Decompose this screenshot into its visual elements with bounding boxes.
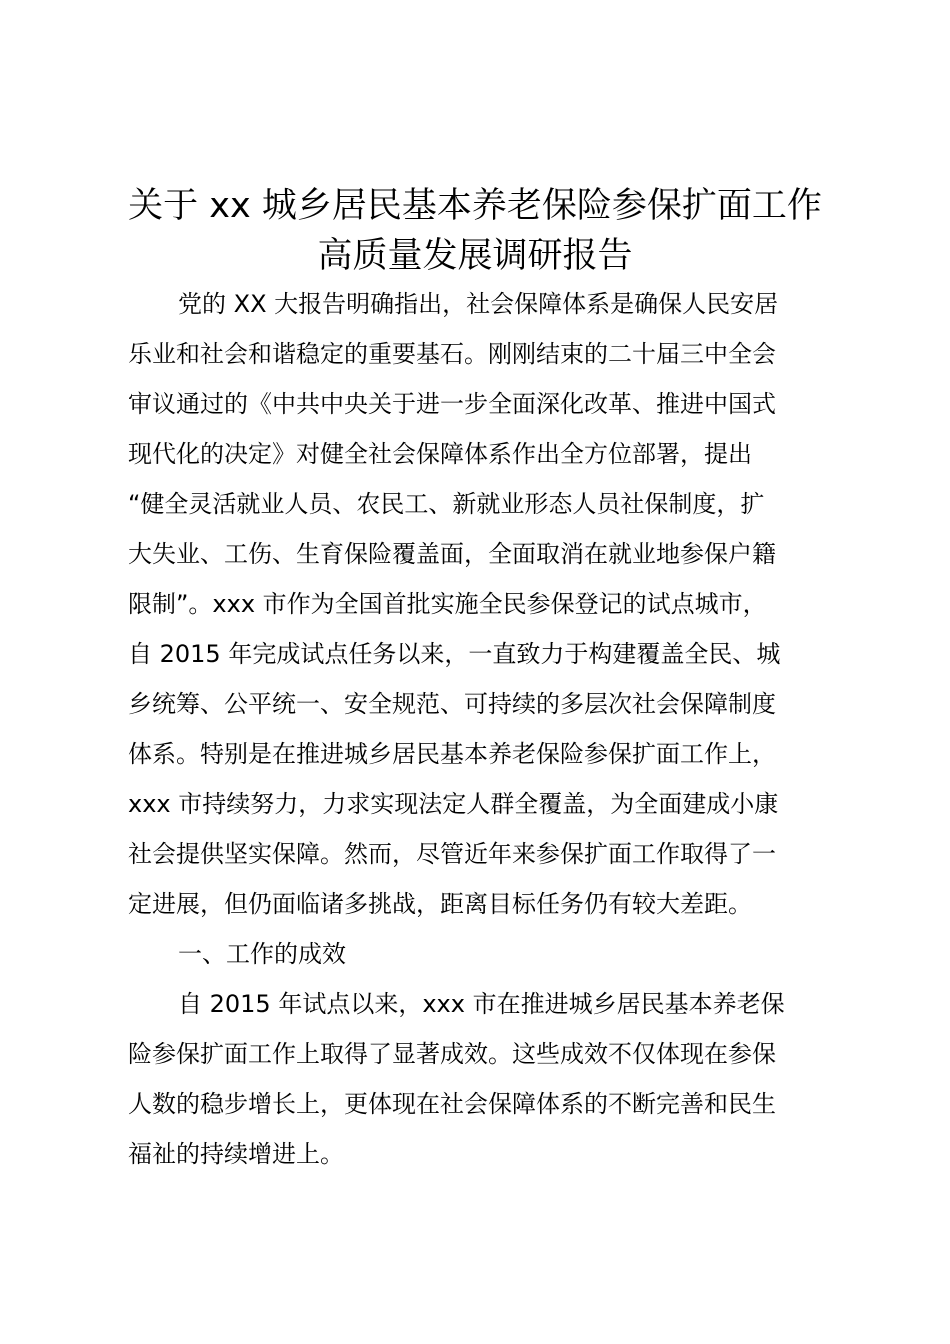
paragraph-line: 定进展，但仍面临诸多挑战，距离目标任务仍有较大差距。 [128, 890, 752, 918]
section-heading: 一、工作的成效 [178, 940, 346, 968]
paragraph-line: 人数的稳步增长上，更体现在社会保障体系的不断完善和民生 [128, 1090, 776, 1118]
paragraph-line: 社会提供坚实保障。然而，尽管近年来参保扩面工作取得了一 [128, 840, 776, 868]
paragraph-line: 福祉的持续增进上。 [128, 1140, 344, 1168]
paragraph-line: 自 2015 年完成试点任务以来，一直致力于构建覆盖全民、城 [128, 640, 781, 668]
title-line-2: 高质量发展调研报告 [317, 236, 633, 276]
paragraph-line: 大失业、工伤、生育保险覆盖面，全面取消在就业地参保户籍 [128, 540, 776, 568]
paragraph-line: 乡统筹、公平统一、安全规范、可持续的多层次社会保障制度 [128, 690, 776, 718]
paragraph-line: 党的 XX 大报告明确指出，社会保障体系是确保人民安居 [178, 290, 779, 318]
title-line-1: 关于 xx 城乡居民基本养老保险参保扩面工作 [128, 186, 822, 226]
paragraph-line: 体系。特别是在推进城乡居民基本养老保险参保扩面工作上， [128, 740, 776, 768]
paragraph-line: xxx 市持续努力，力求实现法定人群全覆盖，为全面建成小康 [128, 790, 779, 818]
paragraph-line: 审议通过的《中共中央关于进一步全面深化改革、推进中国式 [128, 390, 776, 418]
paragraph-line: 现代化的决定》对健全社会保障体系作出全方位部署，提出 [128, 440, 752, 468]
paragraph-line: 限制”。xxx 市作为全国首批实施全民参保登记的试点城市， [128, 590, 767, 618]
paragraph-line: 自 2015 年试点以来，xxx 市在推进城乡居民基本养老保 [178, 990, 785, 1018]
paragraph-line: 乐业和社会和谐稳定的重要基石。刚刚结束的二十届三中全会 [128, 340, 776, 368]
paragraph-line: 险参保扩面工作上取得了显著成效。这些成效不仅体现在参保 [128, 1040, 776, 1068]
paragraph-line: “健全灵活就业人员、农民工、新就业形态人员社保制度，扩 [128, 490, 765, 518]
